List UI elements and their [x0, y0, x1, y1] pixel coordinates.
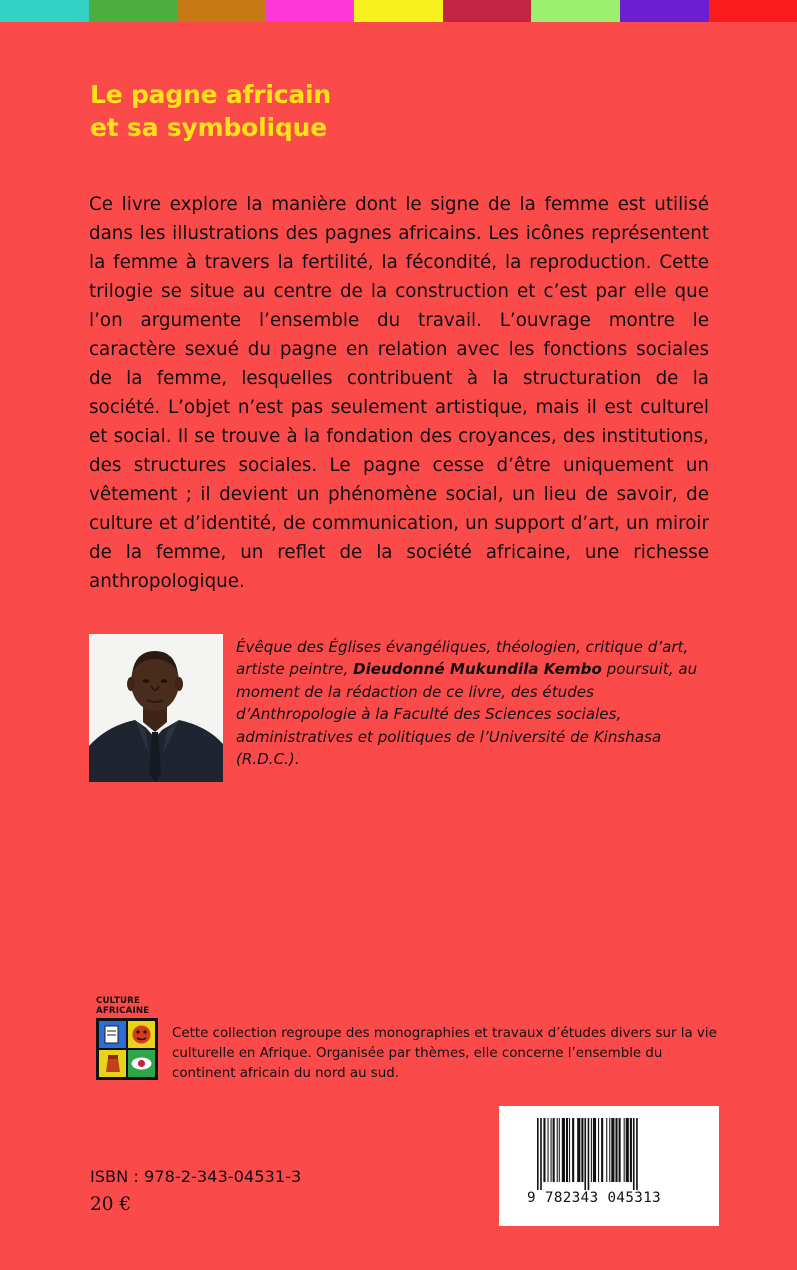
barcode-bar	[630, 1118, 632, 1182]
barcode	[499, 1106, 719, 1226]
barcode-bar	[569, 1118, 570, 1182]
barcode-bar	[591, 1118, 592, 1182]
stripe-segment	[709, 0, 797, 22]
barcode-bar	[581, 1118, 583, 1182]
barcode-bar	[548, 1118, 549, 1182]
barcode-bar	[611, 1118, 614, 1182]
barcode-bar	[537, 1118, 539, 1190]
barcode-bar	[626, 1118, 629, 1182]
stripe-segment	[177, 0, 266, 22]
color-stripe	[0, 0, 797, 22]
collection-logo-line: AFRICAINE	[96, 1006, 150, 1016]
barcode-bar	[615, 1118, 617, 1182]
barcode-bar	[577, 1118, 580, 1182]
stripe-segment	[531, 0, 620, 22]
barcode-bar	[562, 1118, 565, 1182]
barcode-bar	[624, 1118, 625, 1182]
barcode-bars-icon	[499, 1106, 719, 1190]
barcode-bar	[584, 1118, 586, 1190]
stripe-segment	[266, 0, 355, 22]
stripe-segment	[89, 0, 178, 22]
barcode-bar	[633, 1118, 635, 1190]
price: 20 €	[90, 1194, 132, 1215]
author-photo	[89, 634, 223, 782]
barcode-bar	[559, 1118, 560, 1182]
barcode-bar	[588, 1118, 590, 1190]
barcode-digits: 9 782343 045313	[527, 1190, 662, 1206]
barcode-bar	[619, 1118, 621, 1182]
barcode-bar	[593, 1118, 596, 1182]
barcode-bar	[609, 1118, 610, 1182]
barcode-bar	[572, 1118, 574, 1182]
collection-logo	[96, 996, 162, 1080]
barcode-bar	[601, 1118, 603, 1182]
book-blurb: Ce livre explore la manière dont le signe de la femme est utilisé dans les illustrations des pagnes africains. Les icônes représentent la femme à travers la fertilité, la fécondité, la reproduction. Cette trilogie se situe au centre de la construction et c’est par elle que l’on argumente l’ensemble du travail. L’ouvrage montre le caractère sexué du pagne en relation avec les fonctions sociales de la femme, lesquelles contribuent à la structuration de la société. L’objet n’est pas seulement artistique, mais il est culturel et social. Il se trouve à la fondation des croyances, des institutions, des structures sociales. Le pagne cesse d’être uniquement un vêtement ; il devient un phénomène social, un lieu de savoir, de culture et d’identité, de communication, un support d’art, un miroir de la femme, un reflet de la société africaine, une richesse anthropologique.	[89, 194, 709, 592]
collection-logo-line: CULTURE	[96, 996, 141, 1006]
author-portrait-icon	[89, 634, 223, 782]
collection-description: Cette collection regroupe des monographies et travaux d’études divers sur la vie culturelle en Afrique. Organisée par thèmes, elle concerne l’ensemble du continent africain du nord au sud.	[172, 1026, 717, 1081]
stripe-segment	[354, 0, 443, 22]
barcode-bar	[553, 1118, 555, 1182]
barcode-bar	[540, 1118, 542, 1190]
barcode-bar	[598, 1118, 599, 1182]
barcode-bar	[551, 1118, 552, 1182]
barcode-bar	[557, 1118, 558, 1182]
stripe-segment	[0, 0, 89, 22]
author-bio-intro: Évêque des Églises évangéliques, théologien, critique d’art, artiste peintre,	[236, 638, 689, 679]
author-name: Dieudonné Mukundila Kembo	[353, 660, 602, 679]
book-title	[90, 78, 331, 144]
stripe-segment	[443, 0, 532, 22]
barcode-bar	[566, 1118, 568, 1182]
author-bio	[236, 636, 708, 770]
book-title-line: Le pagne africain	[90, 80, 332, 109]
barcode-bar	[636, 1118, 638, 1190]
author-bio-details: poursuit, au moment de la rédaction de ce livre, des études d’Anthropologie à la Faculté des Sciences sociales, administratives et politiques de l’Université de Kinshasa (R.D.C.).	[236, 660, 698, 769]
barcode-bar	[543, 1118, 545, 1182]
stripe-segment	[620, 0, 709, 22]
culture-africaine-icon	[96, 1018, 158, 1080]
barcode-bar	[606, 1118, 607, 1182]
book-title-line: et sa symbolique	[90, 113, 327, 142]
isbn: ISBN : 978-2-343-04531-3	[90, 1167, 302, 1186]
